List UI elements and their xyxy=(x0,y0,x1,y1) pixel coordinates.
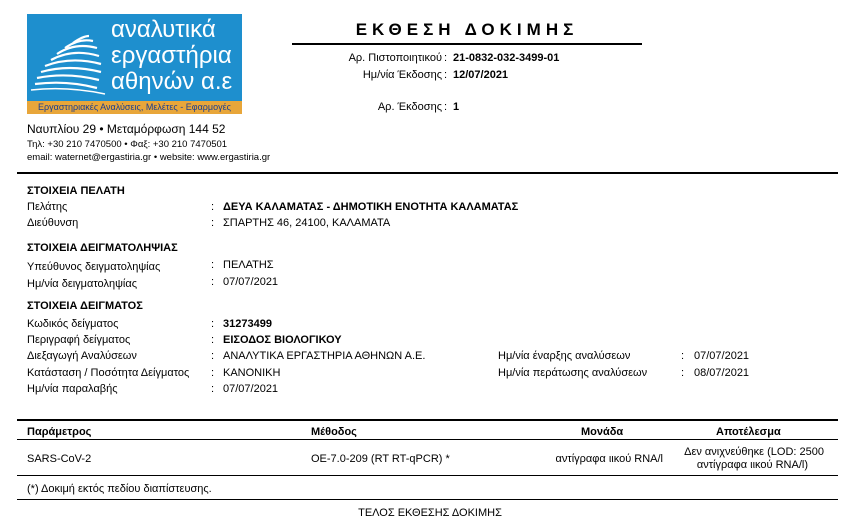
logo-wave-icon xyxy=(27,14,113,101)
sampling-date-colon: : xyxy=(211,276,215,288)
logo-line-1: αναλυτικά xyxy=(111,16,216,43)
sample-analysis-value: ΑΝΑΛΥΤΙΚΑ ΕΡΓΑΣΤΗΡΙΑ ΑΘΗΝΩΝ Α.Ε. xyxy=(223,350,426,362)
sample-description-value: ΕΙΣΟΔΟΣ ΒΙΟΛΟΓΙΚΟΥ xyxy=(223,334,342,346)
sampling-heading: ΣΤΟΙΧΕΙΑ ΔΕΙΓΜΑΤΟΛΗΨΙΑΣ xyxy=(27,242,178,254)
sampling-responsible-colon: : xyxy=(211,259,215,271)
row-result-line1: Δεν ανιχνεύθηκε (LOD: 2500 xyxy=(684,446,824,458)
certificate-value: 21-0832-032-3499-01 xyxy=(453,52,560,64)
issue-no-colon: : xyxy=(444,101,448,113)
sample-code-value: 31273499 xyxy=(223,318,272,330)
sample-analysis-colon: : xyxy=(211,350,215,362)
header-method: Μέθοδος xyxy=(311,426,357,438)
sample-start-label: Ημ/νία έναρξης αναλύσεων xyxy=(498,350,631,362)
client-address-colon: : xyxy=(211,217,215,229)
company-contact: email: waternet@ergastiria.gr • website: www.ergastiria.gr xyxy=(27,152,271,163)
header-unit: Μονάδα xyxy=(581,426,624,438)
results-footnote: (*) Δοκιμή εκτός πεδίου διαπίστευσης. xyxy=(27,483,212,495)
sample-condition-label: Κατάσταση / Ποσότητα Δείγματος xyxy=(27,367,190,379)
sample-start-value: 07/07/2021 xyxy=(694,350,750,362)
company-tagline: Εργαστηριακές Αναλύσεις, Μελέτες - Εφαρμογές xyxy=(27,101,242,114)
issue-no-label: Αρ. Έκδοσης xyxy=(377,101,442,113)
row-method: ΟΕ-7.0-209 (RT RT-qPCR) * xyxy=(311,453,450,465)
client-name-colon: : xyxy=(211,201,215,213)
row-result-line2: αντίγραφα ιικού RNA/l) xyxy=(696,459,808,471)
issue-date-colon: : xyxy=(444,69,448,81)
client-name-value: ΔΕΥΑ ΚΑΛΑΜΑΤΑΣ - ΔΗΜΟΤΙΚΗ ΕΝΟΤΗΤΑ ΚΑΛΑΜΑΤΑΣ xyxy=(223,201,519,213)
row-unit: αντίγραφα ιικού RNA/l xyxy=(555,453,663,465)
certificate-label: Αρ. Πιστοποιητικού xyxy=(348,52,442,64)
sample-end-value: 08/07/2021 xyxy=(694,367,750,379)
client-heading: ΣΤΟΙΧΕΙΑ ΠΕΛΑΤΗ xyxy=(27,185,125,197)
company-phones: Τηλ: +30 210 7470500 • Φαξ: +30 210 7470501 xyxy=(27,139,228,150)
issue-date-value: 12/07/2021 xyxy=(453,69,509,81)
sample-heading: ΣΤΟΙΧΕΙΑ ΔΕΙΓΜΑΤΟΣ xyxy=(27,300,143,312)
table-bottom-border xyxy=(17,475,838,476)
sampling-date-label: Ημ/νία δειγματοληψίας xyxy=(27,278,138,290)
sample-code-colon: : xyxy=(211,318,215,330)
sample-received-colon: : xyxy=(211,383,215,395)
footnote-border xyxy=(17,499,838,500)
header-result: Αποτέλεσμα xyxy=(716,426,781,438)
sample-analysis-label: Διεξαγωγή Αναλύσεων xyxy=(27,350,137,362)
sample-received-value: 07/07/2021 xyxy=(223,383,279,395)
company-logo xyxy=(27,14,242,101)
company-address: Ναυπλίου 29 • Μεταμόρφωση 144 52 xyxy=(27,122,226,136)
sample-code-label: Κωδικός δείγματος xyxy=(27,318,119,330)
logo-line-2: εργαστήρια xyxy=(111,42,232,69)
client-address-label: Διεύθυνση xyxy=(27,217,79,229)
issue-no-value: 1 xyxy=(453,101,460,113)
client-address-value: ΣΠΑΡΤΗΣ 46, 24100, ΚΑΛΑΜΑΤΑ xyxy=(223,217,391,229)
logo-line-3: αθηνών α.ε xyxy=(111,68,233,95)
sampling-responsible-label: Υπεύθυνος δειγματοληψίας xyxy=(27,261,161,273)
certificate-colon: : xyxy=(444,52,448,64)
sample-end-label: Ημ/νία περάτωσης αναλύσεων xyxy=(498,367,648,379)
sample-condition-colon: : xyxy=(211,367,215,379)
row-parameter: SARS-CoV-2 xyxy=(27,453,92,465)
header-divider xyxy=(17,172,838,174)
sampling-date-value: 07/07/2021 xyxy=(223,276,279,288)
table-header-border xyxy=(17,439,838,440)
sample-description-colon: : xyxy=(211,334,215,346)
sample-start-colon: : xyxy=(681,350,685,362)
sample-condition-value: ΚΑΝΟΝΙΚΗ xyxy=(223,367,281,379)
sampling-responsible-value: ΠΕΛΑΤΗΣ xyxy=(223,259,274,271)
report-title: ΕΚΘΕΣΗ ΔΟΚΙΜΗΣ xyxy=(355,20,579,39)
title-underline xyxy=(292,43,642,45)
end-of-report: ΤΕΛΟΣ ΕΚΘΕΣΗΣ ΔΟΚΙΜΗΣ xyxy=(358,507,502,519)
sample-description-label: Περιγραφή δείγματος xyxy=(27,334,131,346)
sample-received-label: Ημ/νία παραλαβής xyxy=(27,383,118,395)
table-top-border xyxy=(17,419,838,421)
issue-date-label: Ημ/νία Έκδοσης xyxy=(362,69,442,81)
header-parameter: Παράμετρος xyxy=(27,426,92,438)
client-name-label: Πελάτης xyxy=(27,201,68,213)
sample-end-colon: : xyxy=(681,367,685,379)
